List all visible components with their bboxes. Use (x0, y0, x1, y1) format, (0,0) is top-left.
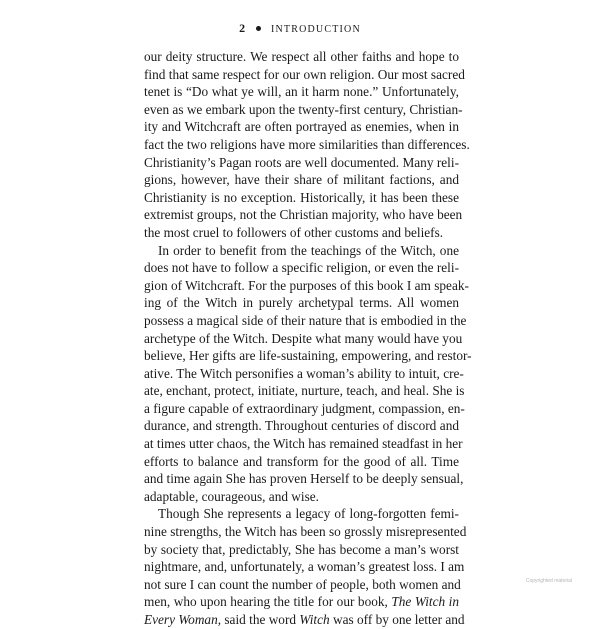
text-line: the most cruel to followers of other customs and beliefs. (144, 224, 444, 240)
text-line: and time again She has proven Herself to be deeply sensual, (144, 471, 464, 487)
text-line: a figure capable of extraordinary judgment, compassion, en- (144, 400, 465, 416)
running-head (0, 21, 600, 36)
text-line: find that same respect for our own religion. Our most sacred (144, 66, 465, 82)
text-line: efforts to balance and transform for the good of all. Time (144, 453, 459, 469)
text-line: Christianity’s Pagan roots are well documented. Many reli- (144, 154, 459, 170)
text-line: tenet is “Do what ye will, an it harm none.” Unfortunately, (144, 84, 459, 100)
text-line: nightmare, and, unfortunately, a woman’s greatest loss. I am (144, 559, 465, 575)
text-line: extremist groups, not the Christian majority, who have been (144, 207, 463, 223)
text-line: believe, Her gifts are life-sustaining, empowering, and restor- (144, 348, 472, 364)
section-title: INTRODUCTION (270, 24, 361, 35)
text-line (144, 593, 459, 611)
text-line: our deity structure. We respect all other faiths and hope to (144, 49, 459, 64)
text-line: Christianity is no exception. Historically, it has been these (144, 189, 459, 205)
book-title-italic: Every Woman, (144, 612, 222, 627)
word-italic: Witch (299, 612, 330, 627)
text-line: ative. The Witch personifies a woman’s ability to intuit, cre- (144, 365, 464, 381)
text-line: ing of the Witch in purely archetypal terms. All women (144, 295, 459, 311)
text-line: not sure I can count the number of people, both women and (144, 576, 461, 592)
text-line: possess a magical side of their nature that is embodied in the (144, 312, 467, 328)
paragraph-start-line: Though She represents a legacy of long-forgotten femi- (158, 506, 459, 522)
page-number: 2 (239, 21, 247, 35)
text-line: by society that, predictably, She has become a man’s worst (144, 541, 459, 557)
text-line (144, 611, 465, 629)
body-text (144, 48, 472, 629)
text-segment: said the word (221, 612, 300, 627)
book-title-italic: The Witch in (391, 594, 460, 610)
text-line: fact the two religions have more similarities than differences. (144, 136, 470, 152)
text-line: at times utter chaos, the Witch has remained steadfast in her (144, 436, 463, 452)
text-segment: was off by one letter and (329, 612, 465, 627)
paragraph-start-line: In order to benefit from the teachings of the Witch, one (158, 242, 459, 258)
text-line: ate, enchant, protect, initiate, nurture, teach, and heal. She is (144, 383, 465, 399)
text-line: does not have to follow a specific religion, or even the reli- (144, 260, 459, 276)
copyright-watermark: Copyrighted material (525, 578, 572, 584)
text-line: ity and Witchcraft are often portrayed as enemies, when in (144, 119, 459, 135)
bullet-dot-icon (256, 26, 261, 31)
text-segment: men, who upon hearing the title for our book, (144, 594, 388, 610)
text-line: durance, and strength. Throughout centuries of discord and (144, 418, 459, 434)
text-line: adaptable, courageous, and wise. (144, 488, 320, 504)
text-line: gions, however, have their share of militant factions, and (144, 172, 459, 188)
text-line: nine strengths, the Witch has been so grossly misrepresented (144, 524, 467, 540)
text-line: even as we embark upon the twenty-first century, Christian- (144, 101, 463, 117)
text-line: gion of Witchcraft. For the purposes of this book I am speak- (144, 277, 469, 293)
text-line: archetype of the Witch. Despite what many would have you (144, 330, 463, 346)
